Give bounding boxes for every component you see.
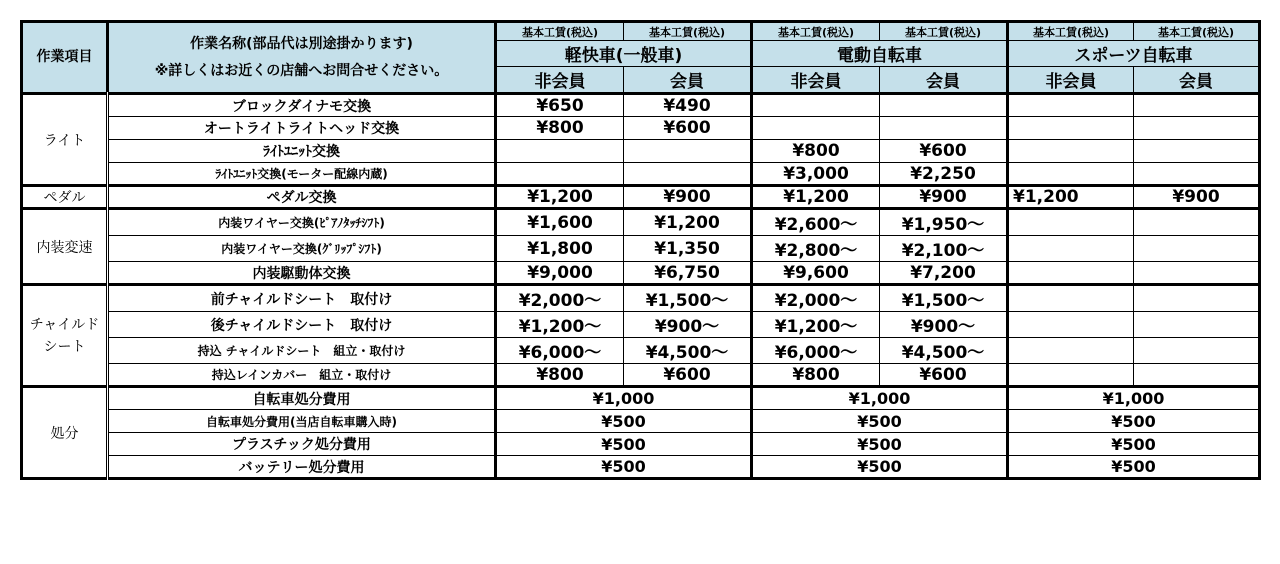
price-cell bbox=[1008, 209, 1134, 236]
non-member-header: 非会員 bbox=[496, 67, 624, 94]
work-name-cell: 持込レインカバー 組立・取付け bbox=[108, 364, 496, 387]
merged-price-cell: ¥500 bbox=[1008, 433, 1260, 456]
category-cell: チャイルドシート bbox=[22, 285, 108, 387]
table-row bbox=[22, 117, 1260, 140]
table-row bbox=[22, 387, 1260, 410]
price-cell: ¥1,800 bbox=[496, 236, 624, 262]
price-cell: ¥800 bbox=[752, 140, 880, 163]
category-cell: 内装変速 bbox=[22, 209, 108, 285]
table-row bbox=[22, 285, 1260, 312]
price-cell: ¥6,000～ bbox=[496, 338, 624, 364]
price-cell: ¥1,350 bbox=[624, 236, 752, 262]
non-member-header: 非会員 bbox=[1008, 67, 1134, 94]
price-cell bbox=[1134, 117, 1260, 140]
price-cell bbox=[1008, 236, 1134, 262]
merged-price-cell: ¥1,000 bbox=[1008, 387, 1260, 410]
price-cell: ¥6,000～ bbox=[752, 338, 880, 364]
merged-price-cell: ¥500 bbox=[496, 410, 752, 433]
merged-price-cell: ¥500 bbox=[752, 433, 1008, 456]
price-cell: ¥2,250 bbox=[880, 163, 1008, 186]
price-label: 基本工賃(税込) bbox=[496, 22, 624, 41]
table-row bbox=[22, 364, 1260, 387]
price-cell: ¥9,600 bbox=[752, 262, 880, 285]
group-header-standard: 軽快車(一般車) bbox=[496, 41, 752, 67]
price-label: 基本工賃(税込) bbox=[624, 22, 752, 41]
price-cell: ¥600 bbox=[624, 364, 752, 387]
price-cell: ¥600 bbox=[880, 140, 1008, 163]
work-name-cell: 前チャイルドシート 取付け bbox=[108, 285, 496, 312]
price-cell: ¥900 bbox=[624, 186, 752, 209]
table-row bbox=[22, 209, 1260, 236]
price-cell: ¥600 bbox=[624, 117, 752, 140]
price-table bbox=[20, 20, 1261, 480]
price-cell bbox=[1134, 163, 1260, 186]
price-cell: ¥490 bbox=[624, 94, 752, 117]
table-row bbox=[22, 312, 1260, 338]
price-cell bbox=[880, 94, 1008, 117]
header-work-name-line1: 作業名称(部品代は別途掛かります) bbox=[190, 35, 413, 52]
price-cell bbox=[1008, 285, 1134, 312]
table-header bbox=[22, 22, 1260, 94]
price-cell: ¥2,600～ bbox=[752, 209, 880, 236]
category-cell: 処分 bbox=[22, 387, 108, 479]
table-row bbox=[22, 186, 1260, 209]
price-cell: ¥900～ bbox=[880, 312, 1008, 338]
table-row bbox=[22, 410, 1260, 433]
merged-price-cell: ¥500 bbox=[1008, 456, 1260, 479]
price-cell: ¥1,500～ bbox=[624, 285, 752, 312]
group-header-sports: スポーツ自転車 bbox=[1008, 41, 1260, 67]
table-body bbox=[22, 94, 1260, 479]
price-cell bbox=[1008, 262, 1134, 285]
price-cell: ¥4,500～ bbox=[624, 338, 752, 364]
table-row bbox=[22, 433, 1260, 456]
merged-price-cell: ¥500 bbox=[752, 410, 1008, 433]
price-label: 基本工賃(税込) bbox=[1008, 22, 1134, 41]
price-label: 基本工賃(税込) bbox=[1134, 22, 1260, 41]
price-cell bbox=[1008, 364, 1134, 387]
price-cell: ¥2,800～ bbox=[752, 236, 880, 262]
price-cell: ¥7,200 bbox=[880, 262, 1008, 285]
work-name-cell: バッテリー処分費用 bbox=[108, 456, 496, 479]
work-name-cell: 持込 チャイルドシート 組立・取付け bbox=[108, 338, 496, 364]
price-cell bbox=[1008, 163, 1134, 186]
work-name-cell: オートライトライトヘッド交換 bbox=[108, 117, 496, 140]
price-cell bbox=[1008, 312, 1134, 338]
price-cell: ¥9,000 bbox=[496, 262, 624, 285]
price-cell: ¥1,200～ bbox=[496, 312, 624, 338]
price-cell bbox=[1134, 312, 1260, 338]
table-row bbox=[22, 163, 1260, 186]
work-name-cell: 内装ワイヤー交換(ｸﾞﾘｯﾌﾟｼﾌﾄ) bbox=[108, 236, 496, 262]
price-cell: ¥1,200 bbox=[1008, 186, 1134, 209]
work-name-cell: 内装駆動体交換 bbox=[108, 262, 496, 285]
table-row bbox=[22, 140, 1260, 163]
price-cell bbox=[1134, 364, 1260, 387]
price-cell bbox=[752, 117, 880, 140]
work-name-cell: 自転車処分費用(当店自転車購入時) bbox=[108, 410, 496, 433]
price-cell bbox=[1134, 94, 1260, 117]
price-cell: ¥2,000～ bbox=[496, 285, 624, 312]
price-cell bbox=[752, 94, 880, 117]
member-header: 会員 bbox=[624, 67, 752, 94]
price-cell bbox=[1134, 236, 1260, 262]
price-cell: ¥650 bbox=[496, 94, 624, 117]
price-cell bbox=[1134, 209, 1260, 236]
price-cell: ¥1,950～ bbox=[880, 209, 1008, 236]
work-name-cell: 自転車処分費用 bbox=[108, 387, 496, 410]
member-header: 会員 bbox=[880, 67, 1008, 94]
merged-price-cell: ¥500 bbox=[496, 433, 752, 456]
price-cell bbox=[1008, 140, 1134, 163]
work-name-cell: ﾗｲﾄﾕﾆｯﾄ交換 bbox=[108, 140, 496, 163]
group-header-electric: 電動自転車 bbox=[752, 41, 1008, 67]
price-cell bbox=[1008, 117, 1134, 140]
merged-price-cell: ¥500 bbox=[1008, 410, 1260, 433]
price-cell bbox=[624, 140, 752, 163]
price-cell: ¥3,000 bbox=[752, 163, 880, 186]
header-category: 作業項目 bbox=[22, 22, 108, 94]
table-row bbox=[22, 94, 1260, 117]
price-cell bbox=[496, 163, 624, 186]
price-cell: ¥900 bbox=[880, 186, 1008, 209]
merged-price-cell: ¥1,000 bbox=[496, 387, 752, 410]
price-cell: ¥1,200 bbox=[496, 186, 624, 209]
price-cell: ¥800 bbox=[496, 117, 624, 140]
price-cell: ¥4,500～ bbox=[880, 338, 1008, 364]
price-cell: ¥6,750 bbox=[624, 262, 752, 285]
price-cell: ¥1,200 bbox=[752, 186, 880, 209]
price-cell: ¥1,500～ bbox=[880, 285, 1008, 312]
price-cell: ¥1,200～ bbox=[752, 312, 880, 338]
work-name-cell: プラスチック処分費用 bbox=[108, 433, 496, 456]
price-cell bbox=[880, 117, 1008, 140]
price-cell: ¥1,200 bbox=[624, 209, 752, 236]
price-cell: ¥900 bbox=[1134, 186, 1260, 209]
price-cell: ¥900～ bbox=[624, 312, 752, 338]
table-row bbox=[22, 338, 1260, 364]
work-name-cell: 後チャイルドシート 取付け bbox=[108, 312, 496, 338]
price-cell bbox=[1134, 140, 1260, 163]
work-name-cell: ペダル交換 bbox=[108, 186, 496, 209]
category-cell: ライト bbox=[22, 94, 108, 186]
price-cell: ¥1,600 bbox=[496, 209, 624, 236]
price-cell: ¥2,100～ bbox=[880, 236, 1008, 262]
table-row bbox=[22, 236, 1260, 262]
work-name-cell: ブロックダイナモ交換 bbox=[108, 94, 496, 117]
work-name-cell: 内装ワイヤー交換(ﾋﾟｱﾉﾀｯﾁｼﾌﾄ) bbox=[108, 209, 496, 236]
merged-price-cell: ¥500 bbox=[496, 456, 752, 479]
price-cell: ¥800 bbox=[752, 364, 880, 387]
price-cell bbox=[496, 140, 624, 163]
price-cell bbox=[624, 163, 752, 186]
non-member-header: 非会員 bbox=[752, 67, 880, 94]
price-cell bbox=[1134, 262, 1260, 285]
price-cell bbox=[1134, 285, 1260, 312]
price-cell: ¥600 bbox=[880, 364, 1008, 387]
price-cell bbox=[1008, 94, 1134, 117]
price-label: 基本工賃(税込) bbox=[752, 22, 880, 41]
price-cell: ¥800 bbox=[496, 364, 624, 387]
price-cell bbox=[1134, 338, 1260, 364]
table-row bbox=[22, 456, 1260, 479]
category-cell: ペダル bbox=[22, 186, 108, 209]
price-cell bbox=[1008, 338, 1134, 364]
member-header: 会員 bbox=[1134, 67, 1260, 94]
price-label: 基本工賃(税込) bbox=[880, 22, 1008, 41]
header-work-name-line2: ※詳しくはお近くの店舗へお問合せください。 bbox=[154, 62, 449, 79]
work-name-cell: ﾗｲﾄﾕﾆｯﾄ交換(モーター配線内蔵) bbox=[108, 163, 496, 186]
merged-price-cell: ¥1,000 bbox=[752, 387, 1008, 410]
table-row bbox=[22, 262, 1260, 285]
header-work-name bbox=[108, 22, 496, 94]
merged-price-cell: ¥500 bbox=[752, 456, 1008, 479]
price-cell: ¥2,000～ bbox=[752, 285, 880, 312]
